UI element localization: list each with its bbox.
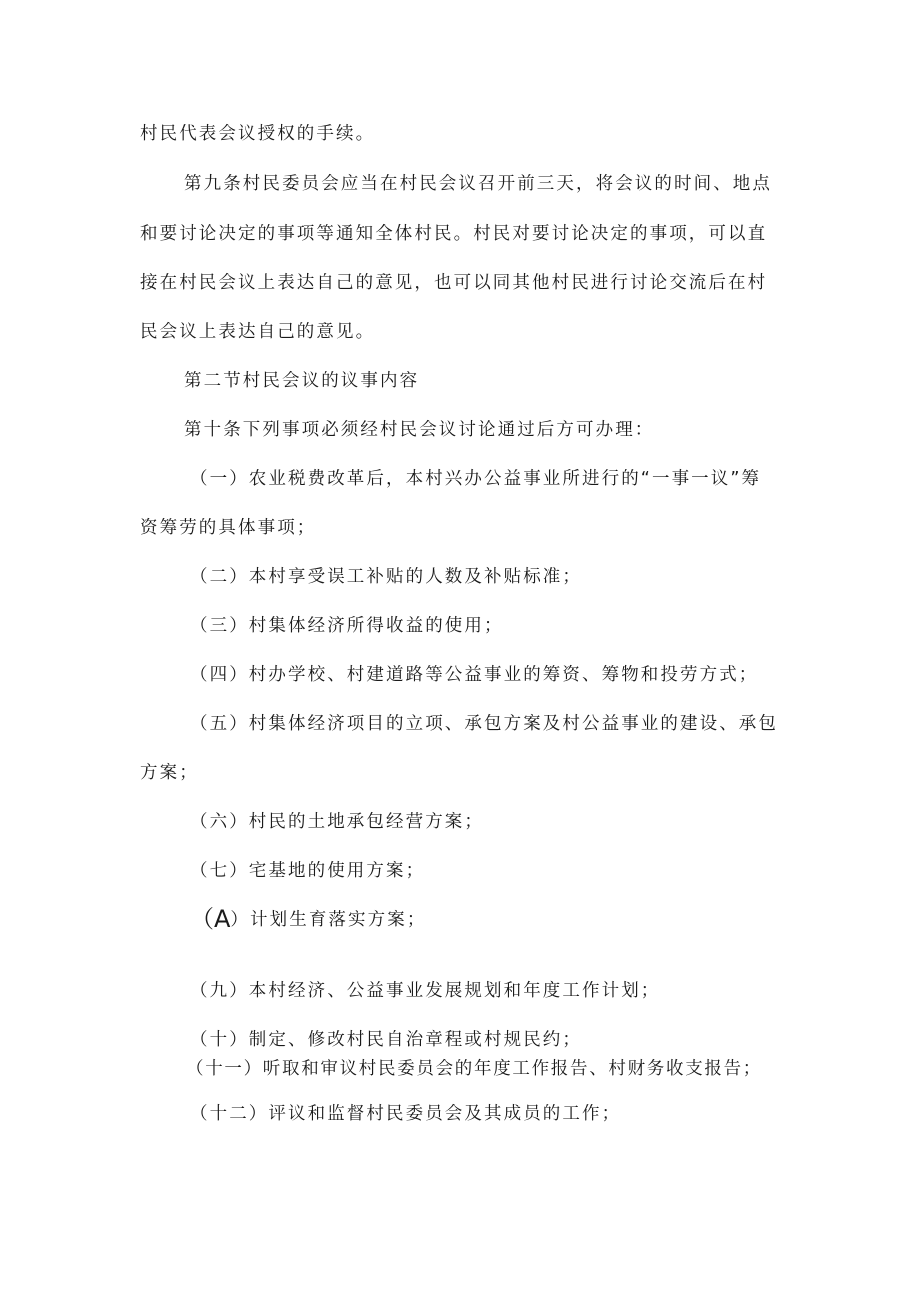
item-8-marker: （A — [190, 905, 231, 933]
item-4-line: （四）村办学校、村建道路等公益事业的筹资、筹物和投劳方式； — [190, 665, 759, 685]
item-2-line: （二）本村享受误工补贴的人数及补贴标准； — [190, 567, 582, 587]
item-9-line: （九）本村经济、公益事业发展规划和年度工作计划； — [190, 981, 661, 1001]
item-10-line: （十）制定、修改村民自治章程或村规民约； — [190, 1030, 582, 1050]
item-5-line-2: 方案； — [140, 763, 199, 783]
item-8-line — [190, 907, 426, 932]
item-7-line: （七）宅基地的使用方案； — [190, 861, 426, 881]
item-5-line-1: （五）村集体经济项目的立项、承包方案及村公益事业的建设、承包 — [190, 714, 778, 734]
item-6-line: （六）村民的土地承包经营方案； — [190, 812, 484, 832]
item-1-line-1: （一）农业税费改革后，本村兴办公益事业所进行的“一事一议”筹 — [190, 469, 762, 489]
section-heading: 第二节村民会议的议事内容 — [184, 371, 420, 391]
article-9-line-4: 民会议上表达自己的意见。 — [140, 322, 376, 342]
item-3-line: （三）村集体经济所得收益的使用； — [190, 616, 504, 636]
article-9-line-1: 第九条村民委员会应当在村民会议召开前三天，将会议的时间、地点 — [184, 174, 772, 194]
paragraph-line: 村民代表会议授权的手续。 — [140, 124, 376, 144]
item-8-text: ）计划生育落实方案； — [230, 910, 427, 930]
item-12-line: （十二）评议和监督村民委员会及其成员的工作； — [190, 1104, 622, 1124]
item-1-line-2: 资筹劳的具体事项； — [140, 518, 317, 538]
item-11-line: （十一）听取和审议村民委员会的年度工作报告、村财务收支报告； — [186, 1059, 762, 1079]
article-9-line-2: 和要讨论决定的事项等通知全体村民。村民对要讨论决定的事项，可以直 — [140, 224, 768, 244]
article-10-line: 第十条下列事项必须经村民会议讨论通过后方可办理： — [184, 420, 655, 440]
article-9-line-3: 接在村民会议上表达自己的意见，也可以同其他村民进行讨论交流后在村 — [140, 273, 768, 293]
